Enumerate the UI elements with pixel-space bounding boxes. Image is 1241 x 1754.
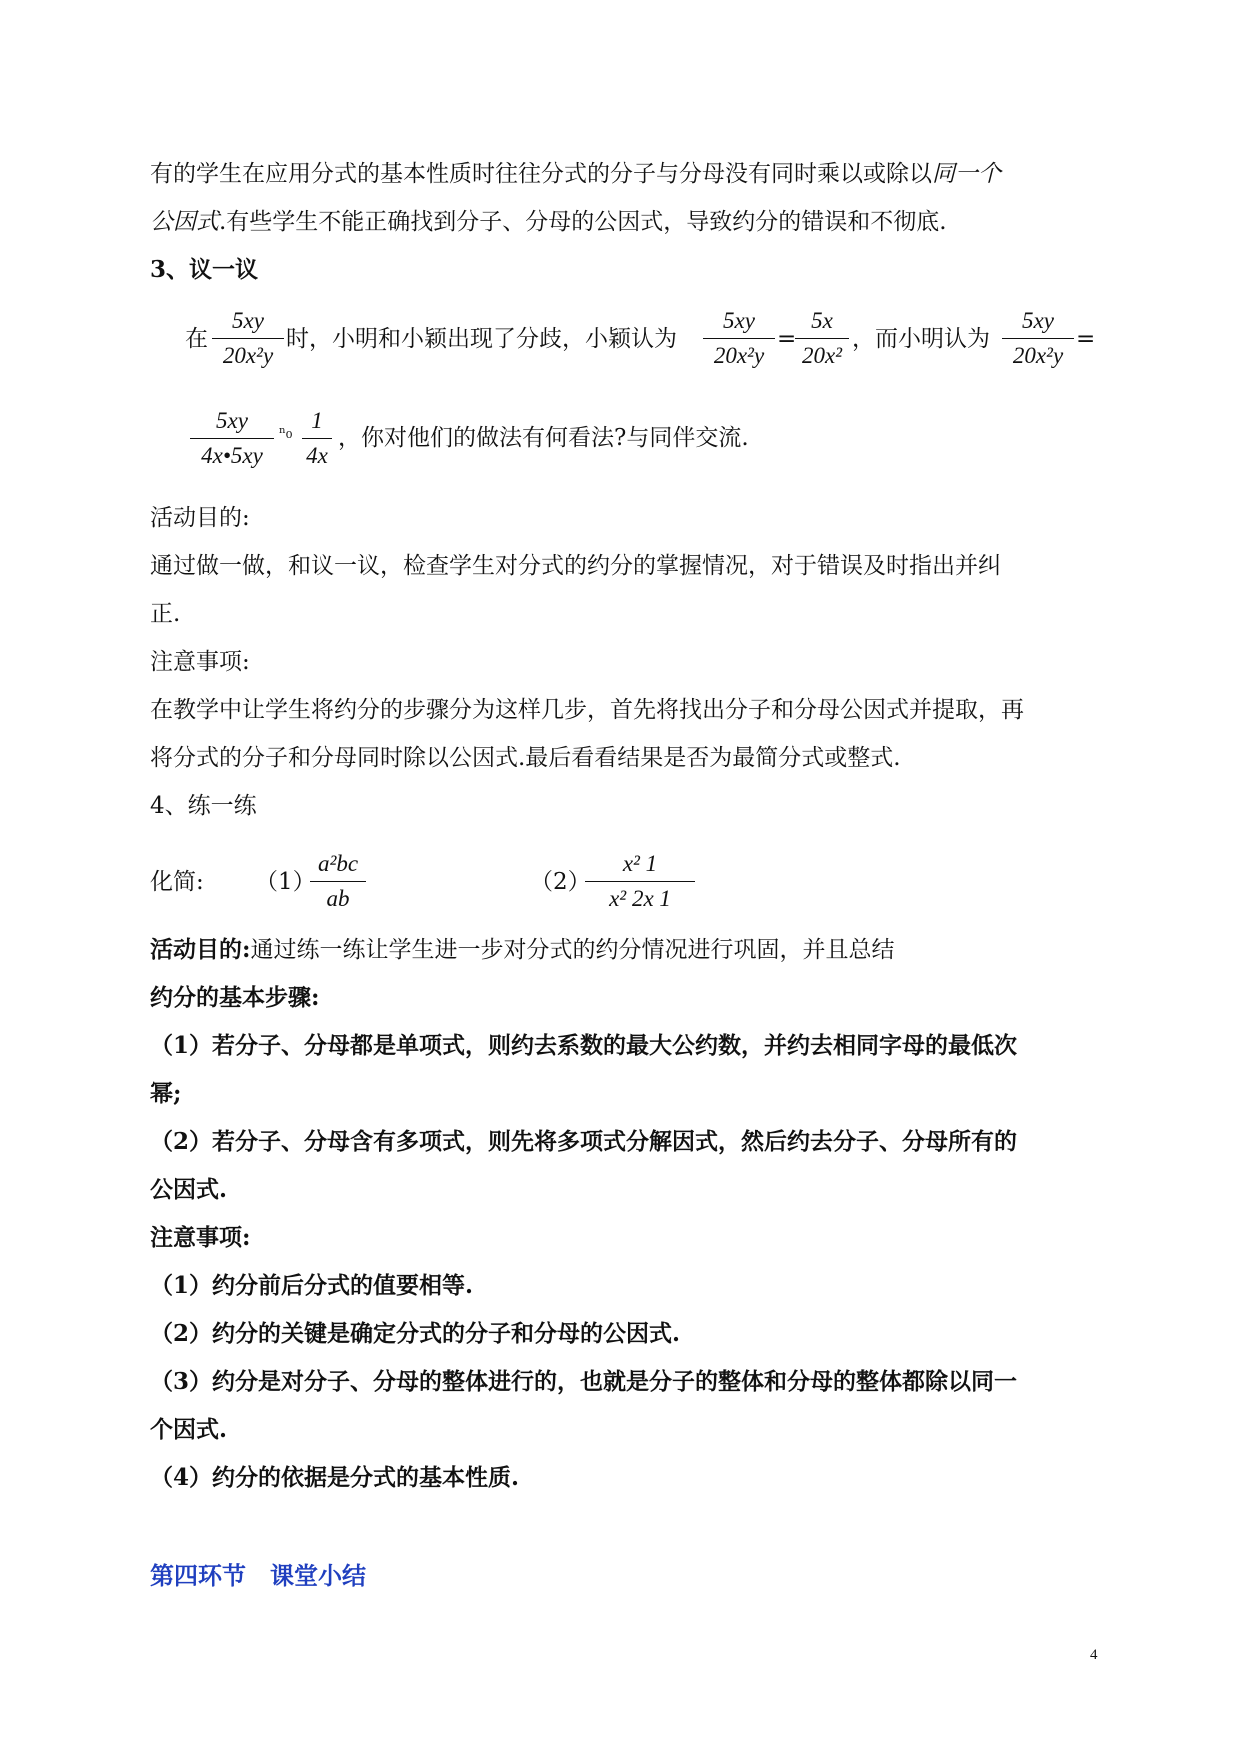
paragraph-line: [150, 158, 1001, 190]
denominator: 20x²y: [1012, 343, 1064, 368]
item-label: （1）: [255, 869, 316, 895]
paragraph-line: 将分式的分子和分母同时除以公因式.最后看看结果是否为最简分式或整式.: [150, 745, 901, 771]
denominator: 4x: [306, 443, 328, 468]
list-item: （4）约分的依据是分式的基本性质.: [150, 1464, 520, 1491]
mark-symbol: ⁿ₀: [279, 423, 293, 442]
label: 化简:: [150, 869, 204, 895]
paragraph-line: 在教学中让学生将约分的步骤分为这样几步，首先将找出分子和分母公因式并提取，再: [150, 697, 1024, 723]
fraction: [302, 406, 332, 471]
numerator: 5xy: [232, 308, 264, 333]
label: 活动目的:: [150, 505, 250, 531]
fraction: [585, 849, 695, 914]
list-item: （2）约分的关键是确定分式的分子和分母的公因式.: [150, 1320, 681, 1347]
text-segment: =: [1076, 326, 1096, 352]
label: 注意事项:: [150, 649, 250, 675]
numerator: 5xy: [216, 408, 248, 433]
denominator: 4x•5xy: [201, 443, 263, 468]
denominator: 20x²y: [222, 343, 274, 368]
paragraph-line: [150, 934, 895, 966]
italic-text: 同一个: [932, 161, 1001, 187]
text-segment: =: [777, 326, 797, 352]
list-item: 个因式.: [150, 1416, 228, 1443]
paragraph-line: 正.: [150, 601, 181, 627]
label: 活动目的:: [150, 936, 251, 963]
paragraph-line: [150, 206, 947, 238]
paragraph-line: 公因式.: [150, 1176, 228, 1203]
list-item: （3）约分是对分子、分母的整体进行的，也就是分子的整体和分母的整体都除以同一: [150, 1368, 1018, 1395]
fraction: [190, 406, 274, 471]
numerator: 5xy: [723, 308, 755, 333]
fraction: [212, 306, 284, 371]
numerator: 5xy: [1022, 308, 1054, 333]
fraction: [703, 306, 775, 371]
text-segment: .有些学生不能正确找到分子、分母的公因式，导致约分的错误和不彻底.: [219, 209, 947, 235]
denominator: 20x²: [801, 343, 843, 368]
section-heading: 注意事项:: [150, 1224, 251, 1251]
denominator: 20x²y: [713, 343, 765, 368]
fraction: [1002, 306, 1074, 371]
denominator: ab: [326, 886, 350, 911]
numerator: 5x: [811, 308, 833, 333]
item-label: （2）: [530, 869, 591, 895]
text-segment: ，你对他们的做法有何看法?与同伴交流.: [338, 425, 749, 451]
section-heading: 约分的基本步骤:: [150, 984, 320, 1011]
denominator: x² 2x 1: [609, 886, 671, 911]
text-segment: 通过练一练让学生进一步对分式的约分情况进行巩固，并且总结: [250, 937, 895, 963]
section-heading-blue: 第四环节 课堂小结: [150, 1561, 366, 1590]
fraction: [310, 849, 366, 914]
text-segment: ，而小明认为: [852, 326, 990, 352]
paragraph-line: 幂;: [150, 1080, 182, 1107]
text-segment: 有的学生在应用分式的基本性质时往往分式的分子与分母没有同时乘以或除以: [150, 161, 932, 187]
fraction: [795, 306, 849, 371]
text-segment: 时，小明和小颖出现了分歧，小颖认为: [286, 326, 677, 352]
numerator: 1: [311, 408, 323, 433]
numerator: a²bc: [317, 851, 359, 876]
paragraph-line: （1）若分子、分母都是单项式，则约去系数的最大公约数，并约去相同字母的最低次: [150, 1032, 1018, 1059]
list-item: （1）约分前后分式的值要相等.: [150, 1272, 474, 1299]
section-heading: 3、议一议: [150, 256, 259, 283]
italic-text: 公因式: [150, 209, 219, 235]
paragraph-line: （2）若分子、分母含有多项式，则先将多项式分解因式，然后约去分子、分母所有的: [150, 1128, 1018, 1155]
paragraph-line: 通过做一做，和议一议，检查学生对分式的约分的掌握情况，对于错误及时指出并纠: [150, 553, 1001, 579]
numerator: x² 1: [622, 851, 658, 876]
text-segment: 在: [185, 326, 208, 352]
page-number: 4: [1090, 1647, 1098, 1663]
section-heading: 4、练一练: [150, 793, 257, 819]
